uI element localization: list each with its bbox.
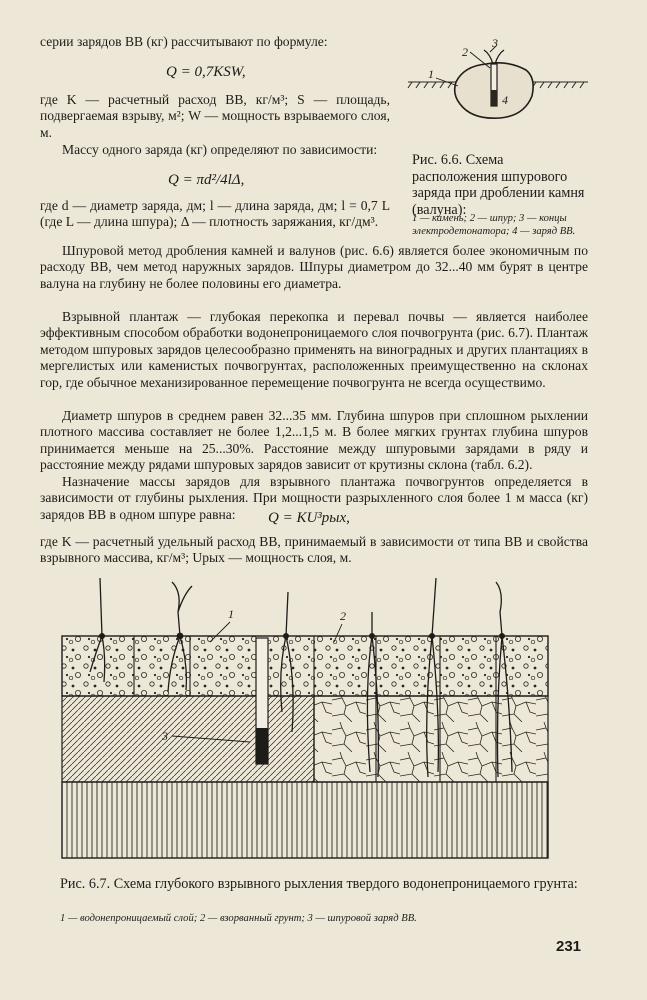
paragraph-1: Шпуровой метод дробления камней и валунов (рис. 6.6) является более экономичным по расходу ВВ, чем метод наружных зарядов. Шпуры диаметром до 32...40 мм бурят в центре валуна на глубину не более половины его диаметра. bbox=[40, 243, 588, 291]
figure-6-7-diagram bbox=[60, 572, 550, 862]
charge bbox=[491, 90, 497, 106]
paragraph-5: где K — расчетный удельный расход ВВ, принимаемый в зависимости от типа ВВ и свойства взрывного массива, кг/м³; Uрых — мощность слоя, м. bbox=[40, 534, 588, 566]
formula-1: Q = 0,7KSW, bbox=[166, 64, 246, 80]
intro-text: серии зарядов ВВ (кг) рассчитывают по формуле: bbox=[40, 34, 328, 49]
topsoil-layer bbox=[62, 636, 548, 696]
fig66-label-4: 4 bbox=[502, 93, 508, 107]
formula-3: Q = KU³рых, bbox=[268, 510, 350, 526]
formula-2: Q = πd²/4lΔ, bbox=[168, 172, 245, 188]
fig67-label-3: 3 bbox=[162, 729, 168, 743]
page-number: 231 bbox=[556, 938, 582, 955]
fig66-label-2: 2 bbox=[462, 45, 468, 59]
bedrock-layer bbox=[62, 782, 548, 858]
mass-intro: Массу одного заряда (кг) определяют по зависимости: bbox=[62, 142, 378, 157]
fig67-label-2: 2 bbox=[340, 609, 346, 623]
fig66-label-3: 3 bbox=[492, 36, 498, 50]
borehole-charge bbox=[256, 728, 268, 764]
figure-6-6-title: Рис. 6.6. Схема расположения шпурового заряда при дроблении камня (валуна): bbox=[412, 152, 585, 218]
detonator-wires bbox=[484, 50, 504, 64]
figure-6-6-legend: 1 — камень; 2 — шпур; 3 — концы электродетонатора; 4 — заряд ВВ. bbox=[412, 213, 576, 237]
paragraph-4: Назначение массы зарядов для взрывного плантажа почвогрунтов определяется в зависимости от глубины рыхления. При мощности разрыхленного слоя более 1 м масса (кг) зарядов ВВ в одном шпуре равна: bbox=[40, 474, 588, 522]
explanation-1: где K — расчетный расход ВВ, кг/м³; S — площадь, подвергаемая взрыву, м²; W — мощность взрываемого слоя, м. bbox=[40, 92, 390, 140]
figure-6-7-title: Рис. 6.7. Схема глубокого взрывного рыхления твердого водонепроницаемого грунта: bbox=[60, 876, 578, 892]
paragraph-3: Диаметр шпуров в среднем равен 32...35 мм. Глубина шпуров при сплошном рыхлении плотного массива составляет не более 1,2...1,5 м. В более мягких грунтах глубина шпуров принимается меньше на 25...30%. Расстояние между шпуровыми зарядами в ряду и расстояние между рядами шпуровых зарядов зависит от крутизны склона (табл. 6.2). bbox=[40, 408, 588, 473]
explanation-2: где d — диаметр заряда, дм; l — длина заряда, дм; l = 0,7 L (где L — длина шпура); Δ — плотность заряжания, кг/дм³. bbox=[40, 198, 390, 230]
impermeable-layer bbox=[62, 696, 314, 782]
paragraph-2: Взрывной плантаж — глубокая перекопка и перевал почвы — является наиболее эффективным способом обработки водонепроницаемого слоя почвогрунта (рис. 6.7). Плантаж методом шпуровых зарядов целесообразно применять на виноградных и других плантациях в мергелистых или каменистых почвогрунтах, расположенных преимущественно на склонах гор, где обычное механизированное перемещение почвогрунта не всегда осуществимо. bbox=[40, 309, 588, 390]
blasted-ground bbox=[314, 696, 548, 782]
fig66-label-1: 1 bbox=[428, 67, 434, 81]
figure-6-7-legend: 1 — водонепроницаемый слой; 2 — взорванный грунт; 3 — шпуровой заряд ВВ. bbox=[60, 913, 417, 924]
figure-6-6-diagram bbox=[408, 38, 588, 138]
fig67-label-1: 1 bbox=[228, 607, 234, 621]
